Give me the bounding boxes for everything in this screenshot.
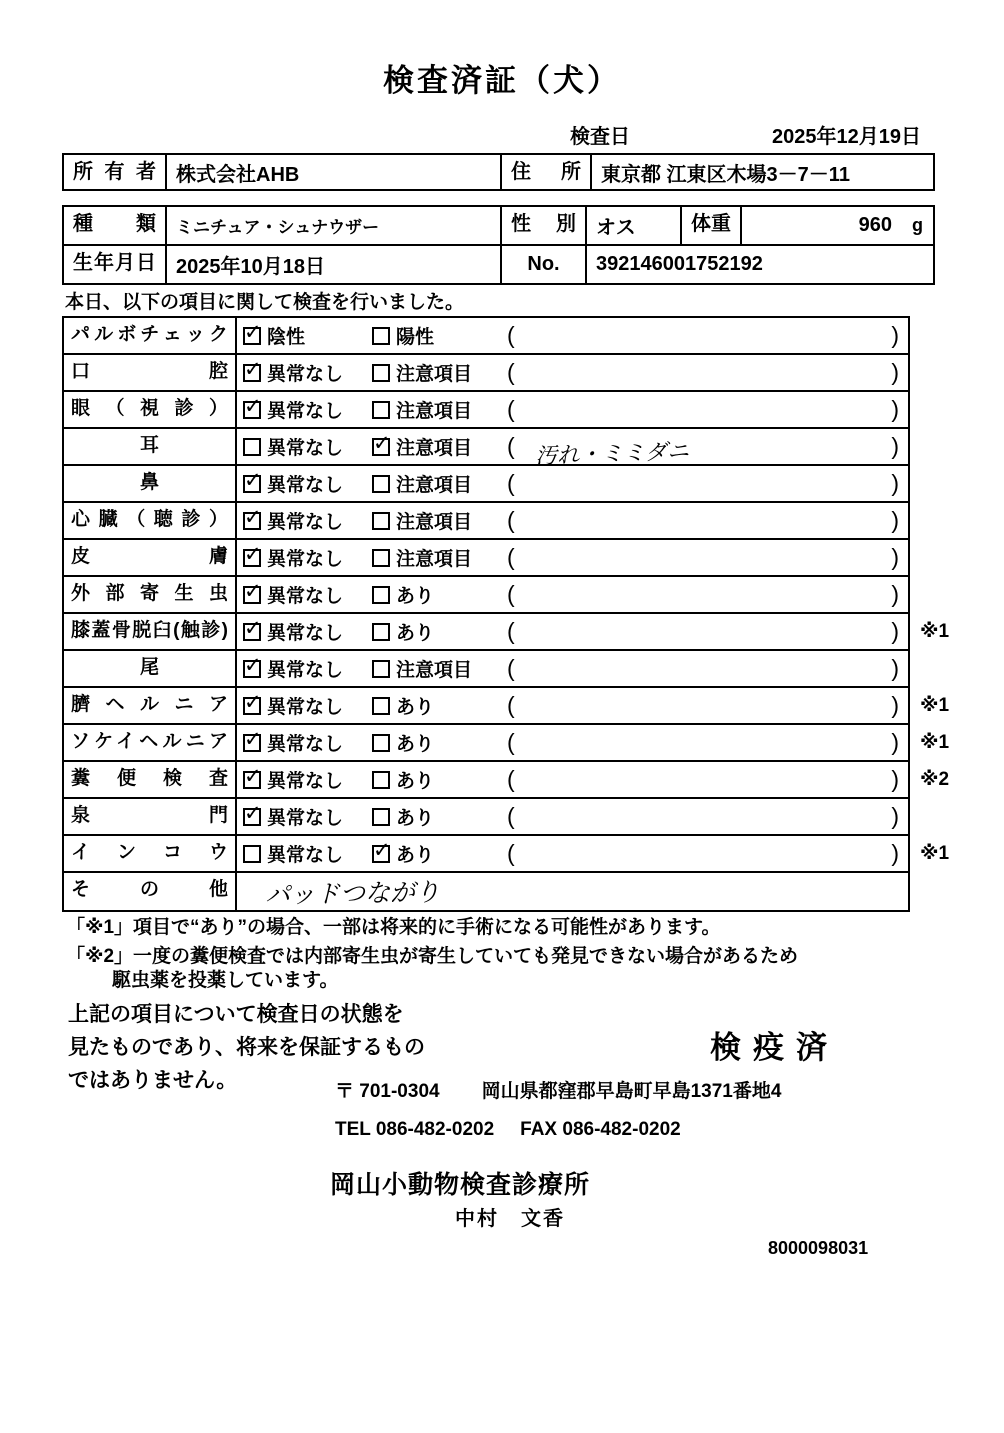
remarks-area	[505, 361, 908, 384]
item-label: 臍ヘルニア	[64, 688, 237, 723]
checklist-row	[64, 318, 908, 355]
sex-value: オス	[587, 207, 682, 244]
remarks-area	[505, 583, 908, 606]
paren-open: (	[507, 581, 515, 607]
paren-close: )	[891, 766, 899, 792]
item-label: 糞便検査	[64, 762, 237, 797]
disclaimer-line2: 見たものであり、将来を保証するもの	[68, 1036, 425, 1059]
option-label: 異常なし	[267, 734, 344, 755]
paren-close: )	[891, 359, 899, 385]
option-1	[243, 581, 372, 608]
remarks-area	[505, 842, 908, 865]
paren-close: )	[891, 544, 899, 570]
option-label: 異常なし	[267, 512, 344, 533]
checkbox-icon	[372, 623, 390, 641]
option-label: 異常なし	[267, 549, 344, 570]
paren-close: )	[891, 655, 899, 681]
option-2	[372, 544, 505, 571]
row-content	[237, 762, 908, 797]
option-1	[243, 322, 372, 349]
checkbox-icon	[243, 327, 261, 345]
checkbox-icon	[243, 475, 261, 493]
remarks-area	[505, 805, 908, 828]
footnote-1: 「※1」項目で“あり”の場合、一部は将来的に手術になる可能性があります。	[66, 917, 721, 938]
paren-open: (	[507, 470, 515, 496]
checklist-row	[64, 762, 950, 799]
checkbox-icon	[372, 845, 390, 863]
checkbox-icon	[243, 771, 261, 789]
item-label: 鼻	[64, 466, 237, 501]
no-label: No.	[502, 246, 587, 283]
clinic-name: 岡山小動物検査診療所	[330, 1171, 591, 1199]
address-value: 東京都 江東区木場3－7－11	[601, 163, 850, 186]
option-2	[372, 581, 505, 608]
serial-number: 8000098031	[768, 1238, 869, 1258]
remarks-area	[505, 472, 908, 495]
item-label: 眼（視診）	[64, 392, 237, 427]
option-label: 異常なし	[267, 364, 344, 385]
birth-label: 生年月日	[64, 246, 167, 283]
remarks-area	[505, 768, 908, 791]
postal-code: 〒 701-0304	[335, 1081, 440, 1102]
option-label: あり	[396, 586, 435, 607]
checkbox-icon	[243, 623, 261, 641]
paren-close: )	[891, 322, 899, 348]
option-1	[243, 359, 372, 386]
option-1	[243, 433, 372, 460]
checklist-row	[64, 466, 908, 503]
checkbox-icon	[372, 512, 390, 530]
option-1	[243, 618, 372, 645]
remarks-area	[505, 694, 908, 717]
option-label: 注意項目	[396, 401, 473, 422]
row-content	[237, 429, 908, 470]
checkbox-icon	[372, 660, 390, 678]
option-label: 異常なし	[267, 808, 344, 829]
item-label: 皮膚	[64, 540, 237, 575]
paren-open: (	[507, 359, 515, 385]
no-value: 392146001752192	[596, 253, 763, 275]
checkbox-icon	[243, 512, 261, 530]
checkbox-icon	[243, 438, 261, 456]
checklist-row	[64, 651, 908, 688]
paren-open: (	[507, 433, 515, 459]
option-2	[372, 359, 505, 386]
breed-value: ミニチュア・シュナウザー	[167, 207, 502, 244]
remarks-area	[505, 509, 908, 532]
checkbox-icon	[372, 549, 390, 567]
handwritten-remark: パッドつながり	[264, 876, 441, 910]
paren-open: (	[507, 766, 515, 792]
row-content	[237, 503, 908, 538]
paren-open: (	[507, 803, 515, 829]
checkbox-icon	[243, 660, 261, 678]
checkbox-icon	[372, 438, 390, 456]
option-2	[372, 692, 505, 719]
option-label: 異常なし	[267, 623, 344, 644]
option-2	[372, 322, 505, 349]
checklist-row	[64, 503, 908, 540]
checkbox-icon	[372, 771, 390, 789]
option-label: 異常なし	[267, 586, 344, 607]
checkbox-icon	[243, 549, 261, 567]
checkbox-icon	[372, 401, 390, 419]
item-label: 耳	[64, 429, 237, 464]
checklist-row	[64, 540, 908, 577]
remarks-area	[505, 433, 908, 470]
note-mark: ※1	[920, 621, 950, 642]
option-label: あり	[396, 734, 435, 755]
item-label: 心臓（聴診）	[64, 503, 237, 538]
row-content	[237, 540, 908, 575]
checklist-row	[64, 614, 950, 651]
paren-close: )	[891, 433, 899, 459]
option-1	[243, 655, 372, 682]
paren-close: )	[891, 840, 899, 866]
note-mark: ※2	[920, 769, 950, 790]
checkbox-icon	[243, 808, 261, 826]
paren-close: )	[891, 729, 899, 755]
option-1	[243, 840, 372, 867]
row-content	[237, 799, 908, 834]
option-2	[372, 655, 505, 682]
option-2	[372, 470, 505, 497]
row-content	[237, 392, 908, 427]
weight-label: 体重	[682, 207, 742, 244]
item-label: ソケイヘルニア	[64, 725, 237, 760]
remarks-area	[505, 398, 908, 421]
option-label: 異常なし	[267, 697, 344, 718]
clinic-address: 岡山県都窪郡早島町早島1371番地4	[481, 1081, 782, 1102]
option-label: 注意項目	[396, 475, 473, 496]
address-row	[335, 1076, 781, 1103]
option-2	[372, 729, 505, 756]
owner-label: 所有者	[64, 155, 167, 189]
option-label: 注意項目	[396, 660, 473, 681]
paren-close: )	[891, 470, 899, 496]
paren-close: )	[891, 618, 899, 644]
option-1	[243, 803, 372, 830]
row-content	[237, 614, 908, 649]
checkbox-icon	[243, 845, 261, 863]
paren-open: (	[507, 655, 515, 681]
item-label: インコウ	[64, 836, 237, 871]
option-label: 異常なし	[267, 660, 344, 681]
paren-open: (	[507, 618, 515, 644]
footnote-2-line2: 駆虫薬を投薬しています。	[112, 970, 339, 991]
checkbox-icon	[243, 401, 261, 419]
option-label: 陰性	[267, 327, 306, 348]
paren-open: (	[507, 544, 515, 570]
paren-open: (	[507, 840, 515, 866]
option-label: あり	[396, 808, 435, 829]
checkbox-icon	[243, 586, 261, 604]
option-label: 注意項目	[396, 438, 473, 459]
fax-number: FAX 086-482-0202	[520, 1119, 681, 1140]
option-1	[243, 766, 372, 793]
checklist-row	[64, 429, 908, 470]
item-label: 膝蓋骨脱臼(触診)	[64, 614, 237, 649]
checklist-row-other	[64, 873, 908, 910]
paren-close: )	[891, 396, 899, 422]
handwritten-remark: 汚れ・ミミダニ	[534, 439, 690, 470]
tel-number: TEL 086-482-0202	[335, 1119, 495, 1140]
row-content	[237, 725, 908, 760]
paren-open: (	[507, 729, 515, 755]
option-label: 異常なし	[267, 845, 344, 866]
option-label: あり	[396, 845, 435, 866]
birth-value: 2025年10月18日	[167, 246, 502, 283]
checklist-row	[64, 355, 908, 392]
checkbox-icon	[372, 364, 390, 382]
option-label: 異常なし	[267, 401, 344, 422]
pet-table	[62, 205, 935, 285]
owner-value: 株式会社AHB	[167, 155, 502, 189]
weight-value: 960	[858, 214, 892, 236]
owner-table	[62, 153, 935, 191]
row-content	[237, 651, 908, 686]
row-content	[237, 318, 908, 353]
paren-close: )	[891, 692, 899, 718]
quarantine-stamp: 検疫済	[710, 1030, 839, 1065]
checkbox-icon	[372, 475, 390, 493]
row-content	[237, 466, 908, 501]
option-1	[243, 396, 372, 423]
option-label: 異常なし	[267, 438, 344, 459]
option-2	[372, 618, 505, 645]
checklist-row	[64, 577, 908, 614]
option-1	[243, 507, 372, 534]
pet-row-1	[64, 207, 933, 244]
item-label: 口腔	[64, 355, 237, 390]
checkbox-icon	[372, 734, 390, 752]
paren-close: )	[891, 581, 899, 607]
paren-open: (	[507, 396, 515, 422]
option-2	[372, 396, 505, 423]
disclaimer-line3: ではありません。	[68, 1069, 238, 1092]
note-mark: ※1	[920, 732, 950, 753]
option-label: あり	[396, 697, 435, 718]
item-label: 尾	[64, 651, 237, 686]
option-2	[372, 433, 505, 460]
checklist-table	[62, 316, 950, 912]
disclaimer-line1: 上記の項目について検査日の状態を	[68, 1003, 404, 1026]
option-label: あり	[396, 623, 435, 644]
checkbox-icon	[243, 364, 261, 382]
item-label: 泉門	[64, 799, 237, 834]
note-mark: ※1	[920, 695, 950, 716]
row-content	[237, 577, 908, 612]
option-label: 異常なし	[267, 771, 344, 792]
checklist-row	[64, 392, 908, 429]
note-mark: ※1	[920, 843, 950, 864]
inspection-date-label: 検査日	[570, 126, 630, 148]
page-title: 検査済証（犬）	[383, 63, 621, 98]
option-1	[243, 544, 372, 571]
row-content	[237, 873, 908, 910]
checkbox-icon	[372, 327, 390, 345]
option-label: 注意項目	[396, 512, 473, 533]
sex-label: 性別	[502, 207, 587, 244]
option-label: 異常なし	[267, 475, 344, 496]
intro-text: 本日、以下の項目に関して検査を行いました。	[65, 292, 465, 313]
paren-close: )	[891, 507, 899, 533]
remarks-area	[505, 657, 908, 680]
option-label: 陽性	[396, 327, 435, 348]
checkbox-icon	[372, 586, 390, 604]
option-1	[243, 729, 372, 756]
checklist-row	[64, 836, 950, 873]
remarks-area	[505, 620, 908, 643]
paren-open: (	[507, 322, 515, 348]
option-label: あり	[396, 771, 435, 792]
remarks-area	[505, 546, 908, 569]
option-2	[372, 840, 505, 867]
remarks-area	[505, 731, 908, 754]
row-content	[237, 836, 908, 871]
checkbox-icon	[372, 697, 390, 715]
checklist-row	[64, 688, 950, 725]
address-label: 住所	[502, 155, 592, 189]
footnote-2-line1: 「※2」一度の糞便検査では内部寄生虫が寄生していても発見できない場合があるため	[66, 946, 799, 967]
option-label: 注意項目	[396, 364, 473, 385]
option-2	[372, 803, 505, 830]
weight-unit: g	[912, 215, 923, 235]
tel-row	[335, 1119, 681, 1141]
row-content	[237, 355, 908, 390]
option-1	[243, 470, 372, 497]
checkbox-icon	[372, 808, 390, 826]
remarks-area	[505, 324, 908, 347]
item-label: 外部寄生虫	[64, 577, 237, 612]
breed-label: 種類	[64, 207, 167, 244]
item-label: その他	[64, 873, 237, 910]
option-2	[372, 766, 505, 793]
item-label: パルボチェック	[64, 318, 237, 353]
weight-cell	[742, 207, 933, 244]
paren-close: )	[891, 803, 899, 829]
paren-open: (	[507, 692, 515, 718]
examiner-name: 中村 文香	[455, 1208, 565, 1230]
pet-row-2	[64, 244, 933, 283]
checkbox-icon	[243, 734, 261, 752]
checkbox-icon	[243, 697, 261, 715]
checklist-row	[64, 725, 950, 762]
option-1	[243, 692, 372, 719]
inspection-date-value: 2025年12月19日	[772, 126, 921, 148]
option-2	[372, 507, 505, 534]
option-label: 注意項目	[396, 549, 473, 570]
row-content	[237, 688, 908, 723]
paren-open: (	[507, 507, 515, 533]
checklist-row	[64, 799, 908, 836]
